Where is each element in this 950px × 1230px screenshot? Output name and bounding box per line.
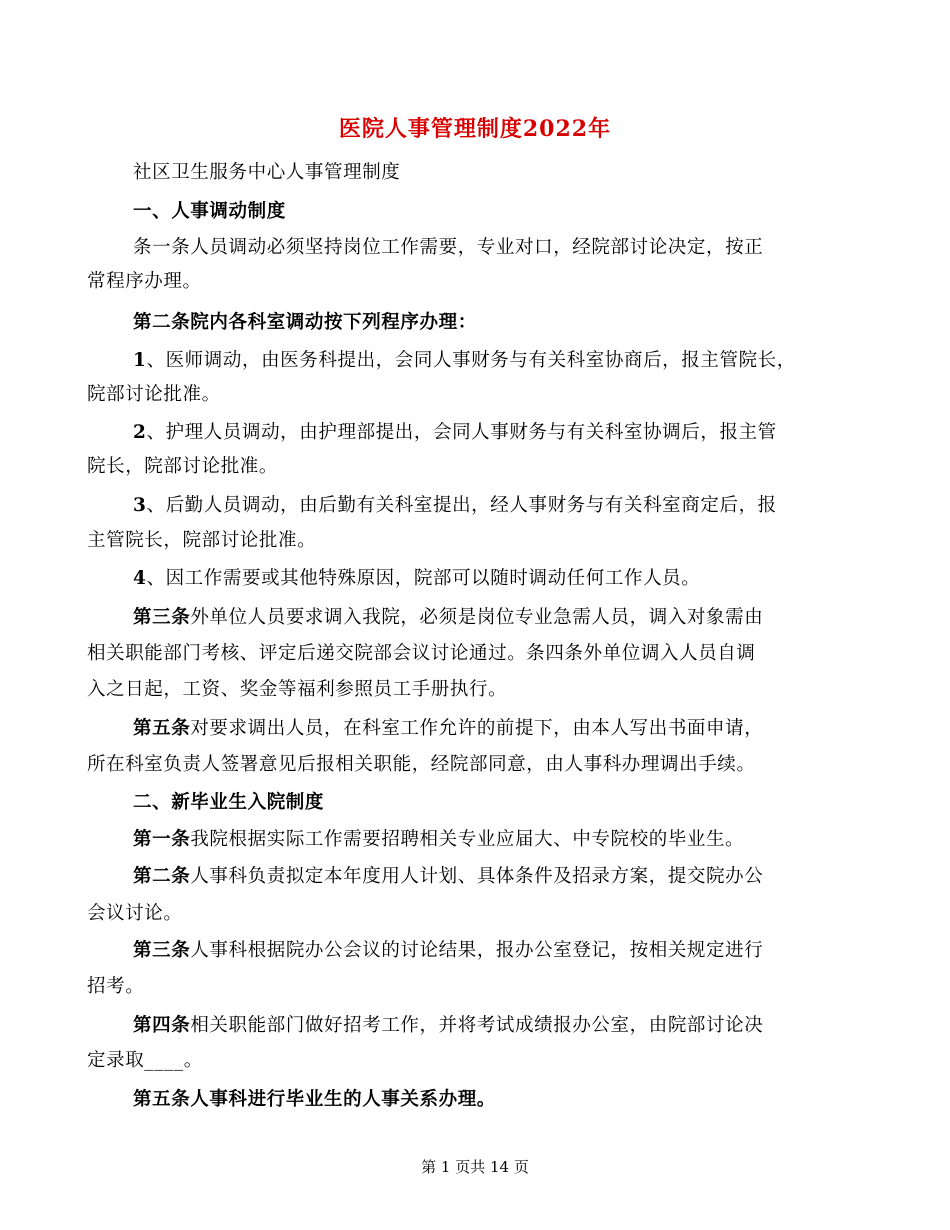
list-item (133, 491, 777, 517)
item-number: 2 (133, 422, 147, 443)
article-label: 第二条 (133, 866, 191, 887)
paragraph-line: 院长，院部讨论批准。 (87, 456, 279, 477)
paragraph-line: 所在科室负责人签署意见后报相关职能，经院部同意，由人事科办理调出手续。 (87, 754, 756, 775)
page-footer: 第 1 页共 14 页 (421, 1158, 529, 1176)
article-label: 第一条 (133, 829, 191, 850)
list-item (133, 564, 700, 590)
article-text: 我院根据实际工作需要招聘相关专业应届大、中专院校的毕业生。 (190, 829, 745, 850)
paragraph-line: 相关职能部门考核、评定后递交院部会议讨论通过。条四条外单位调入人员自调 (87, 643, 756, 664)
article-text: 相关职能部门做好招考工作，并将考试成绩报办公室，由院部讨论决 (190, 1015, 764, 1036)
article-text: 人事科根据院办公会议的讨论结果，报办公室登记，按相关规定进行 (190, 940, 764, 961)
article-text: 人事科负责拟定本年度用人计划、具体条件及招录方案，提交院办公 (190, 866, 764, 887)
paragraph-line: 会议讨论。 (87, 903, 183, 924)
article-label: 第五条 (133, 718, 191, 739)
article-heading: 第五条人事科进行毕业生的人事关系办理。 (133, 1089, 496, 1110)
document-title: 医院人事管理制度2022年 (338, 116, 612, 142)
paragraph-line: 定录取____。 (87, 1050, 203, 1071)
article-line (133, 825, 744, 851)
paragraph-line: 院部讨论批准。 (87, 384, 221, 405)
subtitle: 社区卫生服务中心人事管理制度 (133, 162, 401, 183)
article-line (133, 1011, 763, 1037)
item-text: 、因工作需要或其他特殊原因，院部可以随时调动任何工作人员。 (146, 568, 701, 589)
item-number: 3 (133, 495, 147, 516)
article-line (133, 936, 763, 962)
article-text: 对要求调出人员，在科室工作允许的前提下，由本人写出书面申请， (190, 718, 764, 739)
article-label: 第三条 (133, 940, 191, 961)
list-item (133, 418, 777, 444)
paragraph-line: 常程序办理。 (87, 271, 202, 292)
article-heading: 第二条院内各科室调动按下列程序办理： (133, 312, 477, 333)
paragraph-line: 主管院长，院部讨论批准。 (87, 530, 317, 551)
section-heading-2: 二、新毕业生入院制度 (133, 792, 325, 813)
item-text: 、后勤人员调动，由后勤有关科室提出，经人事财务与有关科室商定后，报 (146, 495, 777, 516)
item-text: 、医师调动，由医务科提出，会同人事财务与有关科室协商后，报主管院长， (146, 350, 796, 371)
item-text: 、护理人员调动，由护理部提出，会同人事财务与有关科室协调后，报主管 (146, 422, 777, 443)
article-text: 外单位人员要求调入我院，必须是岗位专业急需人员，调入对象需由 (190, 607, 764, 628)
item-number: 1 (133, 350, 147, 371)
section-heading-1: 一、人事调动制度 (133, 201, 286, 222)
article-line (133, 603, 763, 629)
item-number: 4 (133, 568, 147, 589)
paragraph-line: 条一条人员调动必须坚持岗位工作需要，专业对口，经院部讨论决定，按正 (133, 237, 764, 258)
article-line (133, 714, 763, 740)
list-item (133, 346, 796, 372)
paragraph-line: 招考。 (87, 976, 145, 997)
article-label: 第四条 (133, 1015, 191, 1036)
paragraph-line: 入之日起，工资、奖金等福利参照员工手册执行。 (87, 679, 508, 700)
article-label: 第三条 (133, 607, 191, 628)
article-line (133, 862, 763, 888)
